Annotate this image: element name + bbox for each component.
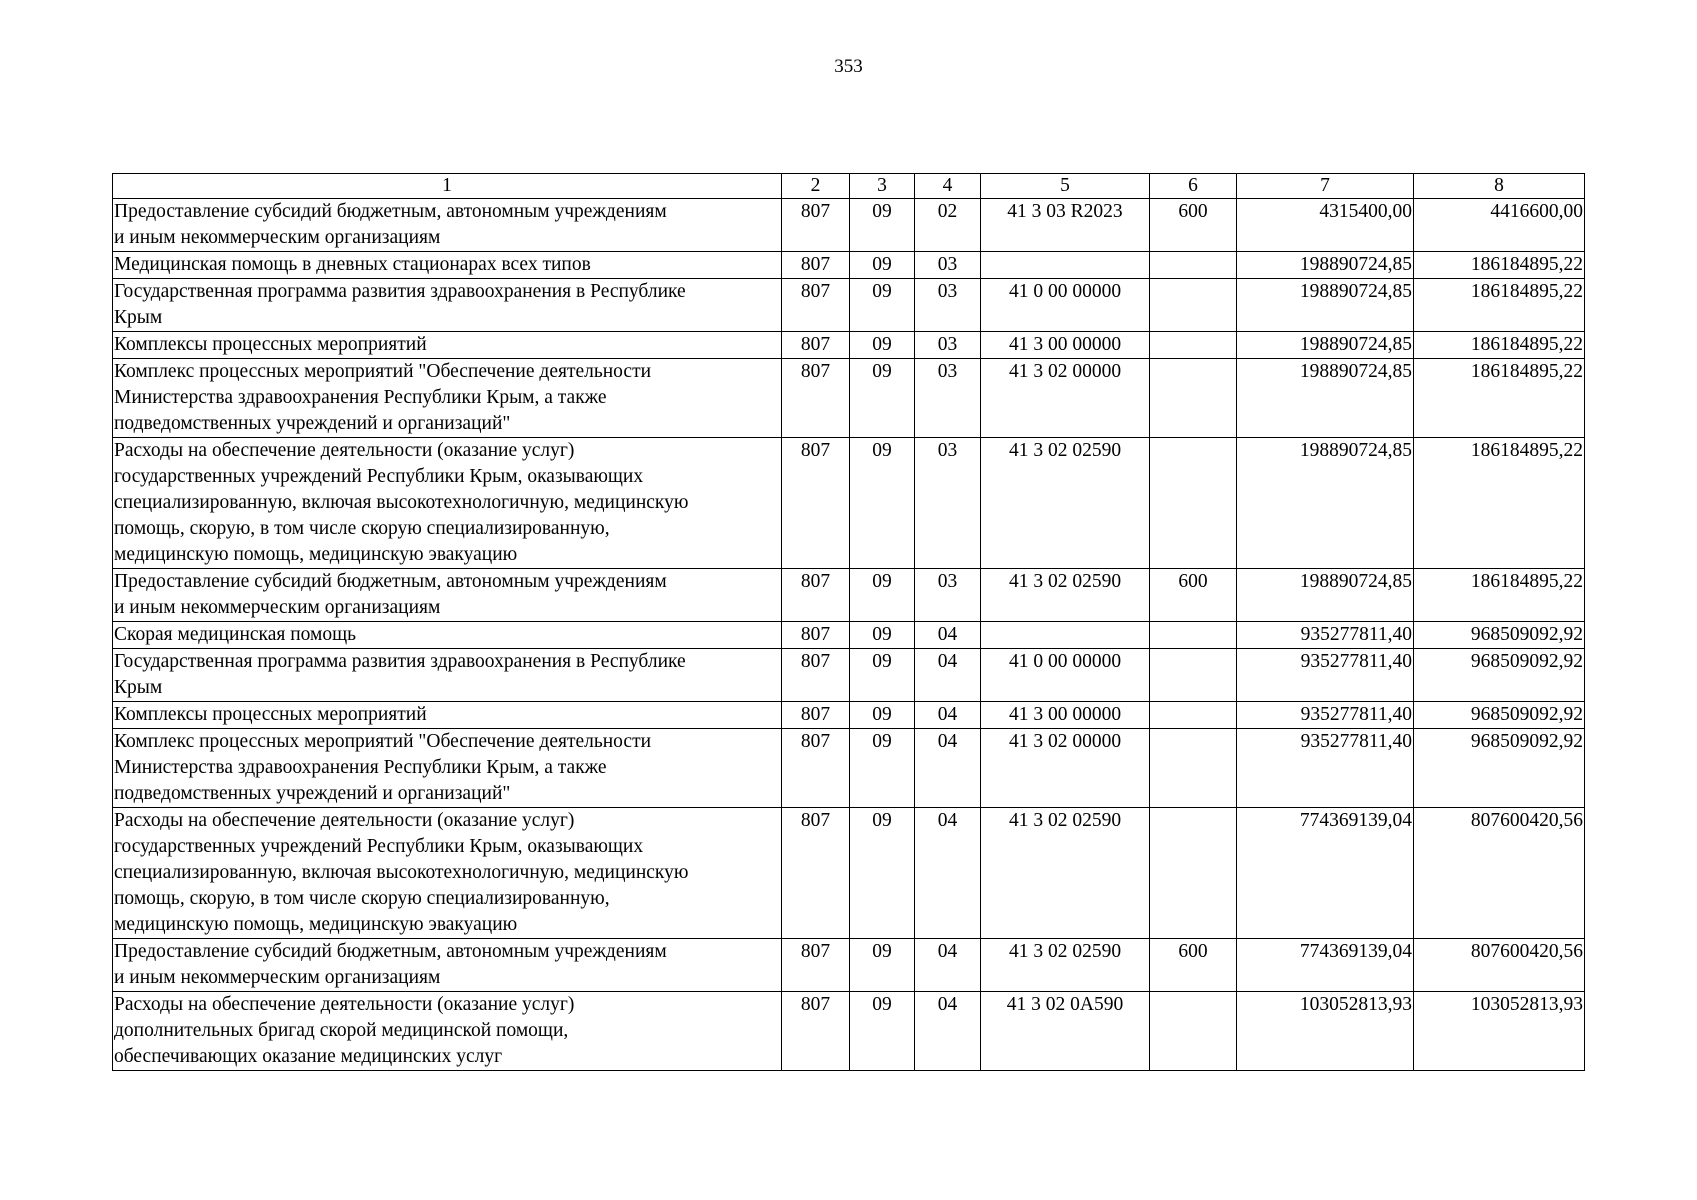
expense-name-cell xyxy=(113,622,782,649)
expense-name-line: государственных учреждений Республики Крым, оказывающих xyxy=(114,836,644,857)
table-row xyxy=(113,359,1585,438)
target-article-cell: 41 3 02 0А590 xyxy=(981,992,1150,1071)
table-row xyxy=(113,729,1585,808)
table-row xyxy=(113,702,1585,729)
subsection-code-cell: 02 xyxy=(915,199,981,252)
column-number: 3 xyxy=(850,174,915,199)
expense-name-line: специализированную, включая высокотехнологичную, медицинскую xyxy=(114,862,689,883)
subsection-code-cell: 03 xyxy=(915,438,981,569)
department-code-cell: 807 xyxy=(782,622,850,649)
section-code-cell: 09 xyxy=(850,729,915,808)
section-code-cell: 09 xyxy=(850,252,915,279)
expense-name-line: подведомственных учреждений и организаций" xyxy=(114,413,511,434)
column-number: 2 xyxy=(782,174,850,199)
expense-name-cell xyxy=(113,199,782,252)
table-row xyxy=(113,992,1585,1071)
amount-year1-cell: 774369139,04 xyxy=(1237,808,1414,939)
section-code-cell: 09 xyxy=(850,438,915,569)
amount-year1-cell: 935277811,40 xyxy=(1237,702,1414,729)
section-code-cell: 09 xyxy=(850,279,915,332)
amount-year1-cell: 198890724,85 xyxy=(1237,332,1414,359)
subsection-code-cell: 04 xyxy=(915,729,981,808)
target-article-cell: 41 3 02 02590 xyxy=(981,438,1150,569)
expense-name-line: Комплексы процессных мероприятий xyxy=(114,334,427,355)
table-row xyxy=(113,279,1585,332)
expense-name-cell xyxy=(113,702,782,729)
amount-year1-cell: 198890724,85 xyxy=(1237,252,1414,279)
expense-name-line: Предоставление субсидий бюджетным, автономным учреждениям xyxy=(114,941,667,962)
target-article-cell xyxy=(981,622,1150,649)
expense-name-line: Крым xyxy=(114,307,163,328)
expense-type-cell xyxy=(1150,622,1237,649)
expense-name-line: медицинскую помощь, медицинскую эвакуацию xyxy=(114,914,518,935)
expense-name-line: специализированную, включая высокотехнологичную, медицинскую xyxy=(114,492,689,513)
expense-name-cell xyxy=(113,279,782,332)
expense-name-line: дополнительных бригад скорой медицинской помощи, xyxy=(114,1020,569,1041)
amount-year2-cell: 186184895,22 xyxy=(1414,569,1585,622)
expense-name-line: Расходы на обеспечение деятельности (оказание услуг) xyxy=(114,994,575,1015)
expense-name-line: Крым xyxy=(114,677,163,698)
expense-type-cell xyxy=(1150,252,1237,279)
expense-name-line: Расходы на обеспечение деятельности (оказание услуг) xyxy=(114,810,575,831)
expense-name-line: помощь, скорую, в том числе скорую специализированную, xyxy=(114,888,610,909)
expense-name-cell xyxy=(113,252,782,279)
expense-name-line: Предоставление субсидий бюджетным, автономным учреждениям xyxy=(114,571,667,592)
subsection-code-cell: 03 xyxy=(915,359,981,438)
expense-name-cell xyxy=(113,438,782,569)
expense-name-line: Государственная программа развития здравоохранения в Республике xyxy=(114,281,686,302)
column-number: 1 xyxy=(113,174,782,199)
table-body xyxy=(113,199,1585,1071)
amount-year1-cell: 935277811,40 xyxy=(1237,622,1414,649)
amount-year1-cell: 198890724,85 xyxy=(1237,359,1414,438)
column-number: 6 xyxy=(1150,174,1237,199)
department-code-cell: 807 xyxy=(782,569,850,622)
department-code-cell: 807 xyxy=(782,279,850,332)
amount-year1-cell: 935277811,40 xyxy=(1237,649,1414,702)
table-row xyxy=(113,808,1585,939)
section-code-cell: 09 xyxy=(850,939,915,992)
target-article-cell: 41 3 02 00000 xyxy=(981,729,1150,808)
department-code-cell: 807 xyxy=(782,808,850,939)
department-code-cell: 807 xyxy=(782,729,850,808)
amount-year1-cell: 198890724,85 xyxy=(1237,438,1414,569)
expense-type-cell xyxy=(1150,332,1237,359)
amount-year2-cell: 968509092,92 xyxy=(1414,702,1585,729)
amount-year2-cell: 968509092,92 xyxy=(1414,729,1585,808)
expense-name-line: Министерства здравоохранения Республики Крым, а также xyxy=(114,757,607,778)
target-article-cell: 41 3 03 R2023 xyxy=(981,199,1150,252)
amount-year2-cell: 186184895,22 xyxy=(1414,279,1585,332)
column-number-row xyxy=(113,174,1585,199)
section-code-cell: 09 xyxy=(850,569,915,622)
amount-year2-cell: 186184895,22 xyxy=(1414,252,1585,279)
target-article-cell: 41 3 02 02590 xyxy=(981,808,1150,939)
section-code-cell: 09 xyxy=(850,622,915,649)
department-code-cell: 807 xyxy=(782,199,850,252)
table-row xyxy=(113,332,1585,359)
target-article-cell: 41 0 00 00000 xyxy=(981,279,1150,332)
expense-name-line: помощь, скорую, в том числе скорую специализированную, xyxy=(114,518,610,539)
expense-name-line: обеспечивающих оказание медицинских услуг xyxy=(114,1046,503,1067)
department-code-cell: 807 xyxy=(782,252,850,279)
subsection-code-cell: 03 xyxy=(915,569,981,622)
table-row xyxy=(113,649,1585,702)
expense-name-line: и иным некоммерческим организациям xyxy=(114,967,441,988)
table-row xyxy=(113,569,1585,622)
expense-name-line: Комплекс процессных мероприятий "Обеспечение деятельности xyxy=(114,361,652,382)
amount-year2-cell: 103052813,93 xyxy=(1414,992,1585,1071)
department-code-cell: 807 xyxy=(782,992,850,1071)
amount-year1-cell: 198890724,85 xyxy=(1237,279,1414,332)
target-article-cell: 41 3 02 02590 xyxy=(981,569,1150,622)
expense-type-cell xyxy=(1150,702,1237,729)
expense-name-line: медицинскую помощь, медицинскую эвакуацию xyxy=(114,544,518,565)
table-row xyxy=(113,939,1585,992)
page-number: 353 xyxy=(834,56,863,77)
amount-year2-cell: 4416600,00 xyxy=(1414,199,1585,252)
amount-year1-cell: 198890724,85 xyxy=(1237,569,1414,622)
expense-name-cell xyxy=(113,649,782,702)
target-article-cell: 41 0 00 00000 xyxy=(981,649,1150,702)
column-number: 4 xyxy=(915,174,981,199)
target-article-cell: 41 3 02 00000 xyxy=(981,359,1150,438)
target-article-cell xyxy=(981,252,1150,279)
amount-year2-cell: 968509092,92 xyxy=(1414,649,1585,702)
subsection-code-cell: 03 xyxy=(915,252,981,279)
expense-name-line: Расходы на обеспечение деятельности (оказание услуг) xyxy=(114,440,575,461)
expense-type-cell: 600 xyxy=(1150,939,1237,992)
expense-type-cell xyxy=(1150,729,1237,808)
expense-name-line: и иным некоммерческим организациям xyxy=(114,227,441,248)
column-number: 7 xyxy=(1237,174,1414,199)
column-number: 8 xyxy=(1414,174,1585,199)
subsection-code-cell: 04 xyxy=(915,702,981,729)
department-code-cell: 807 xyxy=(782,649,850,702)
amount-year2-cell: 186184895,22 xyxy=(1414,359,1585,438)
expense-type-cell xyxy=(1150,438,1237,569)
expense-name-cell xyxy=(113,332,782,359)
target-article-cell: 41 3 02 02590 xyxy=(981,939,1150,992)
subsection-code-cell: 04 xyxy=(915,649,981,702)
department-code-cell: 807 xyxy=(782,702,850,729)
expense-type-cell: 600 xyxy=(1150,569,1237,622)
amount-year1-cell: 774369139,04 xyxy=(1237,939,1414,992)
department-code-cell: 807 xyxy=(782,438,850,569)
section-code-cell: 09 xyxy=(850,808,915,939)
expense-type-cell xyxy=(1150,359,1237,438)
amount-year2-cell: 186184895,22 xyxy=(1414,438,1585,569)
amount-year2-cell: 968509092,92 xyxy=(1414,622,1585,649)
expense-name-cell xyxy=(113,729,782,808)
section-code-cell: 09 xyxy=(850,992,915,1071)
expense-name-line: Скорая медицинская помощь xyxy=(114,624,357,645)
subsection-code-cell: 04 xyxy=(915,992,981,1071)
expense-name-line: Государственная программа развития здравоохранения в Республике xyxy=(114,651,686,672)
target-article-cell: 41 3 00 00000 xyxy=(981,332,1150,359)
amount-year2-cell: 186184895,22 xyxy=(1414,332,1585,359)
section-code-cell: 09 xyxy=(850,359,915,438)
expense-name-line: Медицинская помощь в дневных стационарах всех типов xyxy=(114,254,591,275)
budget-table xyxy=(112,173,1585,1071)
expense-name-cell xyxy=(113,359,782,438)
section-code-cell: 09 xyxy=(850,199,915,252)
expense-name-line: Предоставление субсидий бюджетным, автономным учреждениям xyxy=(114,201,667,222)
subsection-code-cell: 03 xyxy=(915,279,981,332)
expense-type-cell xyxy=(1150,808,1237,939)
expense-name-line: Комплексы процессных мероприятий xyxy=(114,704,427,725)
section-code-cell: 09 xyxy=(850,702,915,729)
expense-name-line: и иным некоммерческим организациям xyxy=(114,597,441,618)
expense-name-line: подведомственных учреждений и организаций" xyxy=(114,783,511,804)
subsection-code-cell: 04 xyxy=(915,808,981,939)
subsection-code-cell: 03 xyxy=(915,332,981,359)
table-row xyxy=(113,252,1585,279)
department-code-cell: 807 xyxy=(782,939,850,992)
department-code-cell: 807 xyxy=(782,359,850,438)
subsection-code-cell: 04 xyxy=(915,939,981,992)
expense-name-cell xyxy=(113,569,782,622)
amount-year2-cell: 807600420,56 xyxy=(1414,808,1585,939)
expense-type-cell xyxy=(1150,279,1237,332)
amount-year1-cell: 4315400,00 xyxy=(1237,199,1414,252)
expense-name-line: Комплекс процессных мероприятий "Обеспечение деятельности xyxy=(114,731,652,752)
subsection-code-cell: 04 xyxy=(915,622,981,649)
column-number: 5 xyxy=(981,174,1150,199)
expense-name-line: государственных учреждений Республики Крым, оказывающих xyxy=(114,466,644,487)
section-code-cell: 09 xyxy=(850,332,915,359)
expense-type-cell: 600 xyxy=(1150,199,1237,252)
table-row xyxy=(113,622,1585,649)
department-code-cell: 807 xyxy=(782,332,850,359)
amount-year1-cell: 935277811,40 xyxy=(1237,729,1414,808)
amount-year2-cell: 807600420,56 xyxy=(1414,939,1585,992)
expense-name-line: Министерства здравоохранения Республики Крым, а также xyxy=(114,387,607,408)
expense-type-cell xyxy=(1150,992,1237,1071)
section-code-cell: 09 xyxy=(850,649,915,702)
expense-name-cell xyxy=(113,808,782,939)
table-row xyxy=(113,199,1585,252)
expense-name-cell xyxy=(113,939,782,992)
expense-type-cell xyxy=(1150,649,1237,702)
target-article-cell: 41 3 00 00000 xyxy=(981,702,1150,729)
amount-year1-cell: 103052813,93 xyxy=(1237,992,1414,1071)
expense-name-cell xyxy=(113,992,782,1071)
table-row xyxy=(113,438,1585,569)
